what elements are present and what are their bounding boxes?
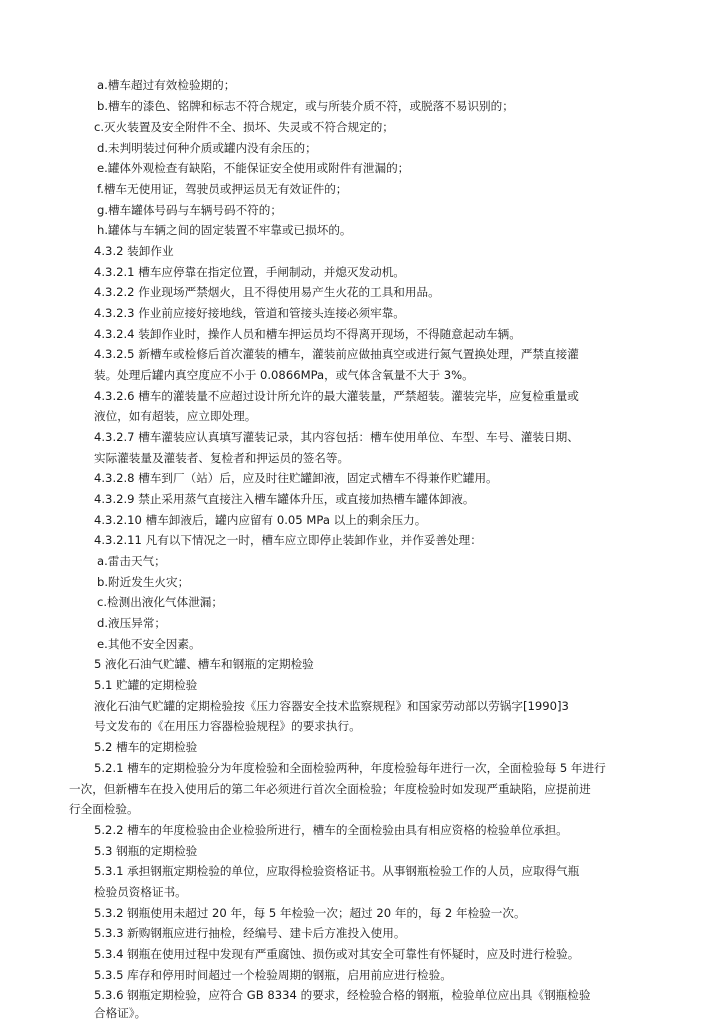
- text-line: 4.3.2.3 作业前应接好接地线，管道和管接头连接必须牢靠。: [94, 306, 405, 320]
- text-line: 4.3.2.10 槽车卸液后，罐内应留有 0.05 MPa 以上的剩余压力。: [94, 513, 427, 527]
- text-line: 检验员资格证书。: [94, 885, 187, 899]
- section-heading: 5.2 槽车的定期检验: [94, 740, 198, 754]
- text-line: g.槽车罐体号码与车辆号码不符的；: [97, 203, 282, 217]
- text-line: 实际灌装量及灌装者、复检者和押运员的签名等。: [94, 451, 350, 465]
- text-line: 4.3.2.4 装卸作业时，操作人员和槽车押运员均不得离开现场，不得随意起动车辆。: [94, 327, 521, 341]
- text-line: 号文发布的《在用压力容器检验规程》的要求执行。: [94, 719, 361, 733]
- text-line: 装。处理后罐内真空度应不小于 0.0866MPa，或气体含氧量不大于 3%。: [94, 368, 474, 382]
- text-line: 5.3.2 钢瓶使用未超过 20 年，每 5 年检验一次；超过 20 年的，每 2 年检验一次。: [94, 906, 526, 920]
- text-line: 4.3.2.9 禁止采用蒸气直接注入槽车罐体升压，或直接加热槽车罐体卸液。: [94, 492, 475, 506]
- text-line: e.其他不安全因素。: [97, 637, 201, 651]
- text-line: 4.3.2.5 新槽车或检修后首次灌装的槽车，灌装前应做抽真空或进行氮气置换处理，严禁直接灌: [94, 347, 579, 361]
- text-line: 合格证》。: [94, 1006, 147, 1020]
- text-line: f.槽车无使用证，驾驶员或押运员无有效证件的；: [97, 182, 348, 196]
- text-line: 5.3.5 库存和停用时间超过一个检验周期的钢瓶，启用前应进行检验。: [94, 968, 452, 982]
- text-line: 5.2.2 槽车的年度检验由企业检验所进行，槽车的全面检验由具有相应资格的检验单位承担。: [94, 823, 568, 837]
- text-line: 5.3.1 承担钢瓶定期检验的单位，应取得检验资格证书。从事钢瓶检验工作的人员，应取得气瓶: [94, 864, 580, 878]
- text-line: h.罐体与车辆之间的固定装置不牢靠或已损坏的。: [97, 223, 352, 237]
- text-line: 4.3.2.6 槽车的灌装量不应超过设计所允许的最大灌装量，严禁超装。灌装完毕，应复检重量或: [94, 389, 579, 403]
- text-line: 4.3.2.1 槽车应停靠在指定位置，手闸制动，并熄灭发动机。: [94, 265, 405, 279]
- section-heading: 5 液化石油气贮罐、槽车和钢瓶的定期检验: [94, 657, 314, 671]
- text-line: 4.3.2.7 槽车灌装应认真填写灌装记录，其内容包括：槽车使用单位、车型、车号、灌装日期、: [94, 430, 579, 444]
- text-line: 5.3.4 钢瓶在使用过程中发现有严重腐蚀、损伤或对其安全可靠性有怀疑时，应及时进行检验。: [94, 947, 580, 961]
- text-line: 4.3.2.11 凡有以下情况之一时，槽车应立即停止装卸作业，并作妥善处理：: [94, 533, 482, 547]
- text-line: 4.3.2.8 槽车到厂（站）后，应及时往贮罐卸液，固定式槽车不得兼作贮罐用。: [94, 471, 498, 485]
- text-line: e.罐体外观检查有缺陷，不能保证安全使用或附件有泄漏的；: [97, 161, 410, 175]
- text-line: b.槽车的漆色、铭牌和标志不符合规定，或与所装介质不符，或脱落不易识别的；: [97, 99, 514, 113]
- text-line: b.附近发生火灾；: [97, 575, 190, 589]
- text-line: d.未判明装过何种介质或罐内没有余压的；: [97, 141, 317, 155]
- text-line: 5.2.1 槽车的定期检验分为年度检验和全面检验两种，年度检验每年进行一次，全面检验每 5 年进行: [94, 761, 606, 775]
- text-line: c.检测出液化气体泄漏；: [97, 595, 223, 609]
- text-line: a.槽车超过有效检验期的；: [97, 78, 236, 92]
- text-line: a.雷击天气；: [97, 554, 166, 568]
- text-line: 液位，如有超装，应立即处理。: [94, 409, 257, 423]
- section-heading: 5.3 钢瓶的定期检验: [94, 844, 198, 858]
- section-heading: 5.1 贮罐的定期检验: [94, 678, 198, 692]
- text-line: 4.3.2.2 作业现场严禁烟火，且不得使用易产生火花的工具和用品。: [94, 285, 440, 299]
- text-line: 液化石油气贮罐的定期检验按《压力容器安全技术监察规程》和国家劳动部以劳锅字[1990]3: [94, 699, 569, 713]
- text-line: 一次，但新槽车在投入使用后的第二年必须进行首次全面检验；年度检验时如发现严重缺陷，应提前进: [69, 782, 591, 796]
- text-line: c.灭火装置及安全附件不全、损坏、失灵或不符合规定的；: [94, 120, 394, 134]
- section-heading: 4.3.2 装卸作业: [94, 244, 174, 258]
- text-line: d.液压异常；: [97, 616, 167, 630]
- text-line: 行全面检验。: [69, 802, 139, 816]
- text-line: 5.3.3 新购钢瓶应进行抽检，经编号、建卡后方准投入使用。: [94, 926, 406, 940]
- text-line: 5.3.6 钢瓶定期检验，应符合 GB 8334 的要求，经检验合格的钢瓶，检验单位应出具《钢瓶检验: [94, 988, 591, 1002]
